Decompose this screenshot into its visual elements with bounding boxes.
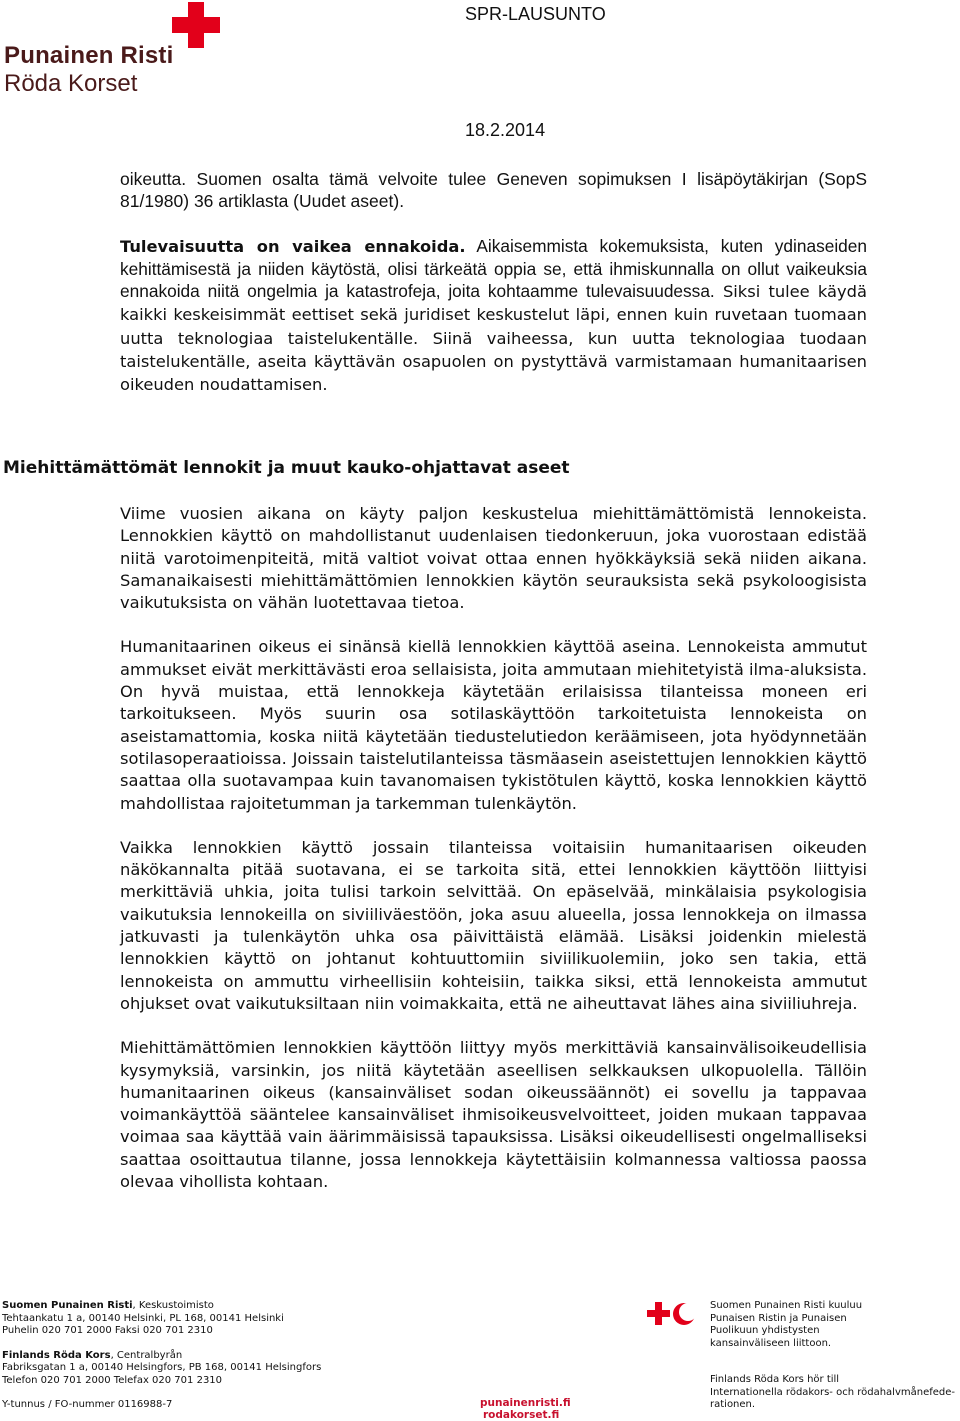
paragraph: Miehittämättömien lennokkien käyttöön liittyy myös merkittäviä kansainvälisoikeudellisia kysymyksiä, varsinkin, jos niitä käytetään aseellisen selkkauksen ulkopuolella. Tällöin humanitaarinen oikeus (kansainväliset sodan oikeussäännöt) ei sovellu ja tappavaa voimankäyttöä sääntelee kansainväliset ihmisoikeusvelvoitteet, joiden mukaan tappavaa voimaa saa käyttää vain äärimmäisissä tapauksissa. Lisäksi oikeudellisesti ongelmalliseksi saattaa osoittautua tilanne, jossa lennokkeja käytettäisiin kolmannessa valtiossa paossa olevaa vihollista kohtaan. xyxy=(120,1038,867,1192)
membership-line: Puolikuun yhdistysten xyxy=(710,1325,820,1336)
logo-text-sv: Röda Korset xyxy=(4,70,138,97)
paragraph xyxy=(120,235,867,397)
document-type: SPR-LAUSUNTO xyxy=(465,4,606,24)
paragraph: Humanitaarinen oikeus ei sinänsä kiellä lennokkien käyttöä aseina. Lennokeista ammutut ammukset eivät merkittävästi eroa sellaisista, joita ammutaan miehitetyistä ilma-aluksista. On hyvä muistaa, että lennokkeja käytetään erilaisissa tilanteissa moneen eri tarkoitukseen. Myös suurin osa sotilaskäyttöön tarkoitetuista lennokeista on aseistamattomia, koska niitä käytetään tiedustelutiedon keräämiseen, jota hyödynnetään sotilasoperaatioissa. Joissain taistelutilanteissa täsmäasein aseistettujen lennokkien käyttö saattaa olla suotavampaa kuin tavanomaisen tykistötulen käyttö, koska lennokkien käyttö mahdollistaa rajoitetumman ja tarkemman tulenkäytön. xyxy=(120,637,867,813)
red-cross-crescent-icon xyxy=(646,1299,698,1329)
red-cross-icon xyxy=(172,2,220,48)
membership-line: Suomen Punainen Risti kuuluu xyxy=(710,1300,863,1311)
membership-line: rationen. xyxy=(710,1399,756,1410)
footer-phone-fi: Puhelin 020 701 2000 Faksi 020 701 2310 xyxy=(2,1325,213,1336)
footer-org-fi-suffix: , Keskustoimisto xyxy=(132,1300,214,1311)
paragraph-text: Siksi tulee käydä kaikki keskeisimmät eettiset sekä juridiset keskustelut läpi, ennen kuin ruvetaan tuomaan uutta teknologiaa taistelukentälle. Siinä vaiheessa, kun uutta teknologiaa tuodaan taistelukentälle, aseita käyttävän osapuolen on pystyttävä varmistamaan humanitaarisen oikeuden noudattamisen. xyxy=(120,282,867,395)
body-text-top xyxy=(120,168,867,419)
membership-line: kansainväliseen liittoon. xyxy=(710,1337,832,1349)
footer-phone-sv: Telefon 020 701 2000 Telefax 020 701 2310 xyxy=(2,1374,223,1386)
paragraph: oikeutta. Suomen osalta tämä velvoite tulee Geneven sopimuksen I lisäpöytäkirjan (SopS 81/1980) 36 artiklasta (Uudet aseet). xyxy=(120,169,867,212)
footer-links xyxy=(480,1397,571,1421)
document-date: 18.2.2014 xyxy=(465,120,546,140)
body-text-section xyxy=(120,503,867,1215)
membership-line: Internationella rödakors- och rödahalvmånefede- xyxy=(710,1386,955,1398)
logo-text-fi: Punainen Risti xyxy=(4,42,174,69)
footer-address-sv: Fabriksgatan 1 a, 00140 Helsingfors, PB 168, 00141 Helsingfors xyxy=(2,1362,322,1373)
footer-address-fi: Tehtaankatu 1 a, 00140 Helsinki, PL 168, 00141 Helsinki xyxy=(2,1312,284,1324)
footer-org-sv: Finlands Röda Kors xyxy=(2,1349,111,1361)
paragraph-lead: Tulevaisuutta on vaikea ennakoida. xyxy=(120,236,466,256)
paragraph: Vaikka lennokkien käyttö jossain tilanteissa voitaisiin humanitaarisen oikeuden näkökannalta pitää suotavana, ei se tarkoita sitä, ettei lennokkien käyttöön liittyisi merkittäviä uhkia, joita tulisi tarkoin selvittää. On epäselvää, minkälaisia psykologisia vaikutuksia lennokeilla on siviiliväestöön, joka asuu alueella, jossa lennokkeja on ilmassa jatkuvasti ja tulenkäytön uhka osa päivittäistä elämää. Lisäksi joidenkin mielestä lennokkien käyttö on johtanut kohtuuttomiin siviilikuolemiin, joko sen takia, että lennokeista on ammuttu virheellisiin kohteisiin, taikka siksi, että lennokeista ammutut ohjukset ovat vaikutuksiltaan niin voimakkaita, että ne aiheuttavat lähes aina siviiliuhreja. xyxy=(120,837,867,1013)
membership-line: Finlands Röda Kors hör till xyxy=(710,1374,840,1385)
link-punainenristi[interactable]: punainenristi.fi xyxy=(480,1397,571,1409)
footer-business-id: Y-tunnus / FO-nummer 0116988-7 xyxy=(2,1399,173,1410)
footer-membership xyxy=(710,1300,960,1412)
paragraph-text: Aikaisemmista kokemuksista, kuten ydinaseiden kehittämisestä ja niiden käytöstä, olisi tärkeätä oppia se, että ihmiskunnalla on ollut vaikeuksia ennakoida niitä ongelmia ja katastrofeja, joita kohtaamme tulevaisuudessa. xyxy=(120,235,867,302)
paragraph: Viime vuosien aikana on käyty paljon keskustelua miehittämättömistä lennokeista. Lennokkien käyttö on mahdollistanut uudenlaisen tiedonkeruun, joka vuorostaan edistää niitä varotoimenpiteitä, mitä valtiot voivat ottaa ennen hyökkäyksiä sekä niiden aikana. Samanaikaisesti miehittämättömien lennokkien käytön seurauksista sekä psykoloogisista vaikutuksista on vähän luotettavaa tietoa. xyxy=(120,504,867,613)
footer-contact xyxy=(2,1300,422,1412)
footer-org-sv-suffix: , Centralbyrån xyxy=(110,1349,183,1361)
footer-org-fi: Suomen Punainen Risti xyxy=(2,1300,133,1311)
membership-line: Punaisen Ristin ja Punaisen xyxy=(710,1312,847,1324)
cross-crescent-emblem xyxy=(646,1299,698,1334)
logo xyxy=(2,2,232,102)
link-rodakorset[interactable]: rodakorset.fi xyxy=(483,1409,560,1421)
section-heading: Miehittämättömät lennokit ja muut kauko-ohjattavat aseet xyxy=(3,458,570,478)
footer xyxy=(0,1296,960,1421)
